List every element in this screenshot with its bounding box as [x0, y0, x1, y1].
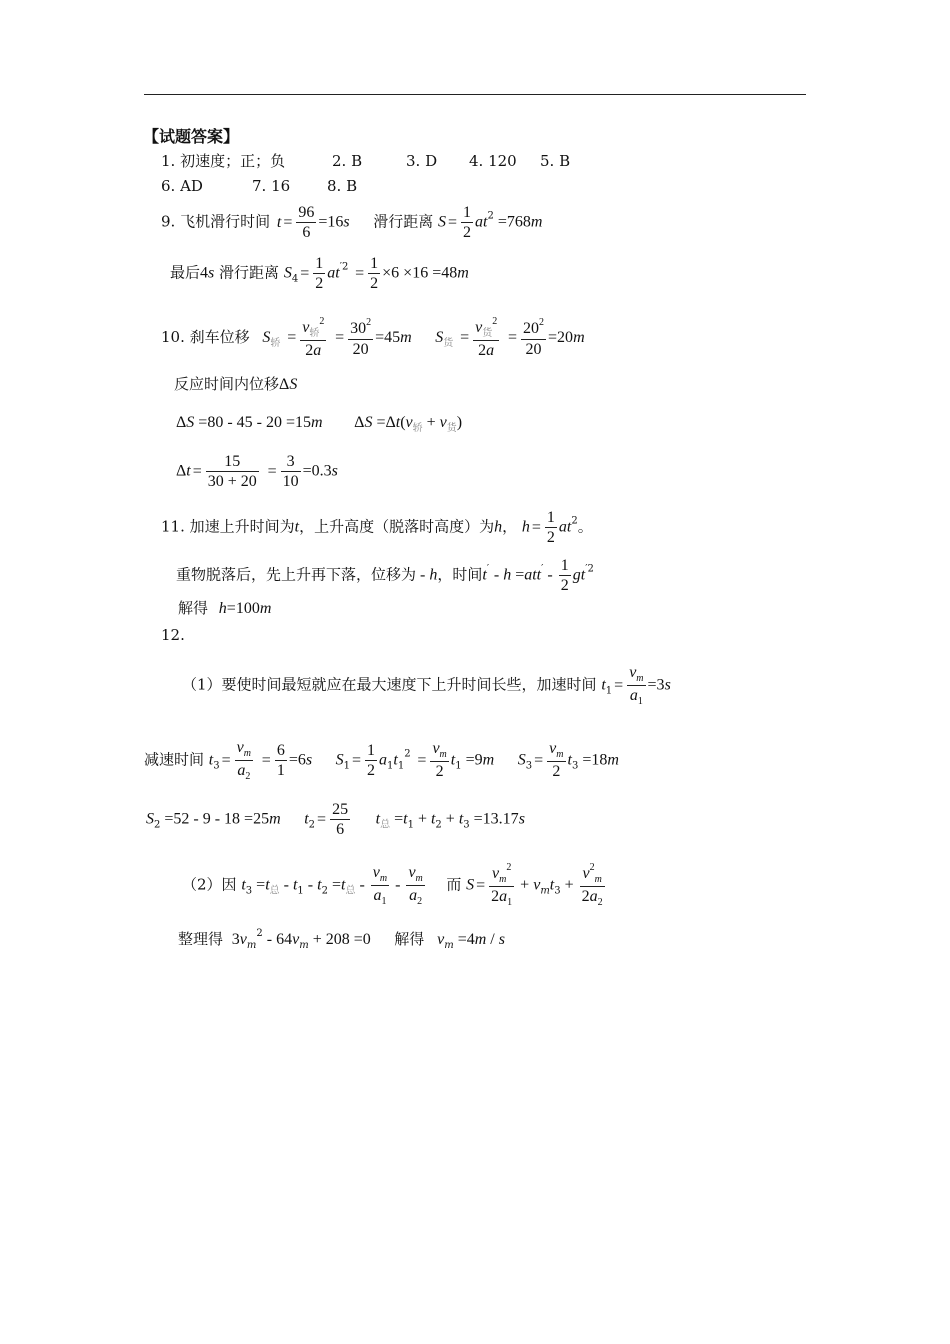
q10-line1: 10. 刹车位移 $S_轿$ = $\frac{v_轿^2}{2a}$ = $\frac{30^2}{20}$ =45m $S_货$ = $\frac{v_货^2}{2a}$ = $\frac{20^2}{20}$ =20m [161, 316, 585, 359]
q12-line2: 减速时间 $t_3$ = $\frac{v_m}{a_2}$ = $\frac{6}{1}$ =6s $S_1$ = $\frac{1}{2}$ $a_1t_1^2$ = $\frac{v_m}{2}$ $t_1 =9m$ $S_3$ = $\frac{v_m}{2}$ $t_3 =18m$ [144, 739, 619, 782]
answer-4: 4. 120 [469, 152, 517, 170]
answer-1: 1. 初速度；正；负 [161, 152, 286, 170]
q11-line1: 11. 加速上升时间为t，上升高度（脱落时高度）为h， h = $\frac{1}{2}$ $at^2$。 [161, 509, 593, 547]
answer-7: 7. 16 [252, 177, 291, 195]
answer-8: 8. B [327, 177, 358, 195]
q12-label: 12. [161, 626, 185, 644]
answer-3: 3. D [406, 152, 438, 170]
q12-line3: $S_2 =52 - 9 - 18 =25m$ $t_2$ = $\frac{25}{6}$ $t_总 =t_1 + t_2 + t_3 =13.17s$ [146, 801, 525, 839]
q12-line1: （1）要使时间最短就应在最大速度下上升时间长些，加速时间 $t_1$ = $\frac{v_m}{a_1}$ =3s [182, 664, 671, 707]
q10-line4: Δt = $\frac{15}{30 + 20}$ = $\frac{3}{10}$ =0.3s [176, 453, 338, 491]
answer-6: 6. AD [161, 177, 203, 195]
answer-5: 5. B [540, 152, 571, 170]
q9-line2: 最后4s 滑行距离 $S_4$ = $\frac{1}{2}$ $at^{'2}$ = $\frac{1}{2}$ ×6 ×16 =48m [170, 255, 469, 293]
q11-line2: 重物脱落后，先上升再下落，位移为 - h，时间t′ - h =att′ - $\frac{1}{2}$ $gt^{'2}$ [176, 557, 594, 595]
answer-2: 2. B [332, 152, 363, 170]
q12-line4: （2）因 $t_3 =t_总 - t_1 - t_2 =t_总$ - $\frac{v_m}{a_1}$ - $\frac{v_m}{a_2}$ 而 S = $\frac{v_m^2}{2a_1}$ + $v_mt_3$ + $\frac{v^2_m}{2a_2}$ [182, 862, 603, 908]
answers-title: 【试题答案】 [143, 127, 240, 146]
q11-line3: 解得 h=100m [178, 599, 272, 617]
header-rule [144, 94, 806, 95]
q10-line2: 反应时间内位移ΔS [174, 375, 298, 393]
q9-line1: 9. 飞机滑行时间 t = $\frac{96}{6}$ =16s 滑行距离 S = $\frac{1}{2}$ $at^2 =768m$ [161, 204, 543, 242]
q10-line3: ΔS =80 - 45 - 20 =15m $\Delta S =\Delta t(v_轿 + v_货)$ [176, 414, 463, 434]
q12-line5: 整理得 $3v_m^2 - 64v_m + 208 =0$ 解得 $v_m =4m / s$ [178, 928, 505, 951]
